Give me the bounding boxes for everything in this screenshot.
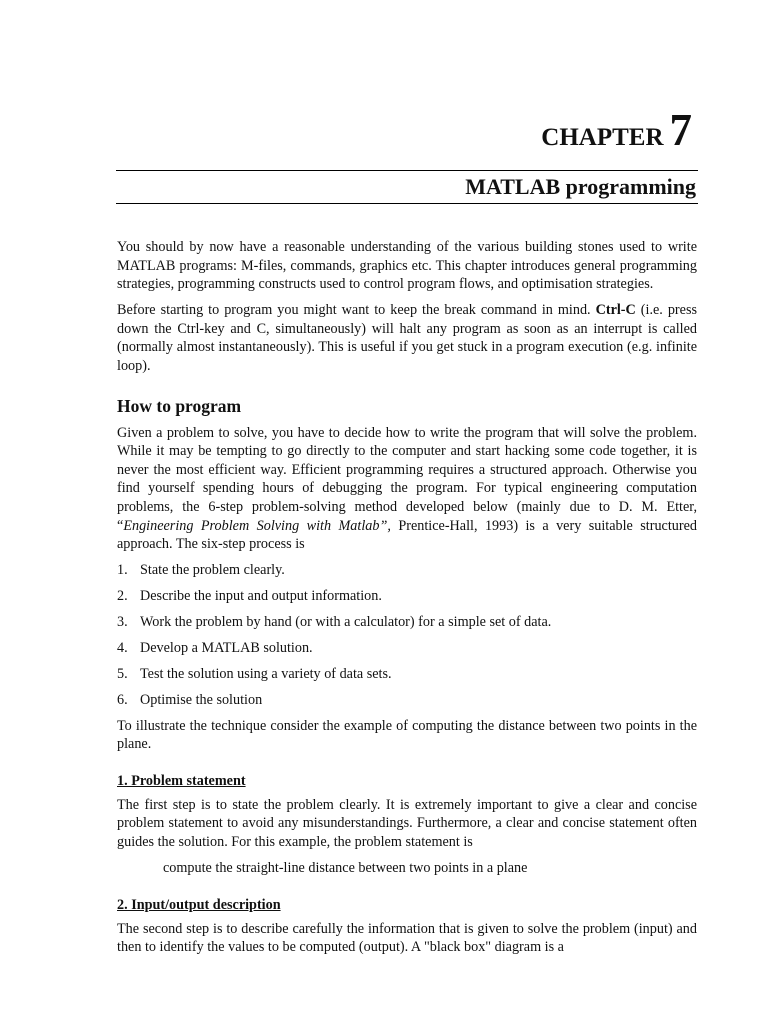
chapter-word: CHAPTER [541,124,664,151]
intro-p2-before: Before starting to program you might want to keep the break command in mind. [117,302,596,319]
list-item [117,587,697,606]
step-text: Work the problem by hand (or with a calculator) for a simple set of data. [140,614,552,631]
section-paragraph-1 [117,424,697,554]
intro-paragraph-1: You should by now have a reasonable understanding of the various building stones used to write MATLAB programs: M-files, commands, graphics etc. This chapter introduces general programming strategies, programming constructs used to control program flows, and optimisation strategies. [117,239,697,293]
list-item [117,561,697,580]
title-rule-bottom [116,203,698,204]
step-text: Develop a MATLAB solution. [140,639,313,656]
step-text: Test the solution using a variety of data sets. [140,665,392,682]
step-text: Describe the input and output information. [140,588,382,605]
title-rule-top [116,170,698,171]
subsection-heading-io-description: 2. Input/output description [117,896,281,913]
steps-list [117,561,697,709]
subsection-heading-problem-statement: 1. Problem statement [117,772,246,789]
step-number: 6. [117,691,128,708]
section-paragraph-2: To illustrate the technique consider the example of computing the distance between two points in the plane. [117,717,697,753]
subsection-2-paragraph: The second step is to describe carefully the information that is given to solve the problem (input) and then to identify the values to be computed (output). A "black box" diagram is a [117,920,697,956]
intro-paragraph-2 [117,301,697,375]
step-number: 2. [117,588,128,605]
chapter-heading [0,105,692,155]
section-p1-before: Given a problem to solve, you have to decide how to write the program that will solve the problem. While it may be tempting to go directly to the computer and start hacking some code together, it is never the most efficient way. Efficient programming requires a structured approach. Otherwise you find yourself spending hours of debugging the program. For typical engineering computation problems, the 6-step problem-solving method developed below (mainly due to D. M. Etter, “ [117,424,697,534]
chapter-number: 7 [669,105,692,155]
section-heading: How to program [117,395,242,416]
book-title-italic: Engineering Problem Solving with Matlab”, [123,517,391,534]
section-p1-after: Prentice-Hall, 1993) is a very suitable structured approach. The six-step process is [117,517,697,553]
step-number: 1. [117,562,128,579]
step-number: 3. [117,614,128,631]
chapter-title: MATLAB programming [465,174,696,199]
problem-statement-indented: compute the straight-line distance between two points in a plane [163,860,528,877]
subsection-1-paragraph: The first step is to state the problem clearly. It is extremely important to give a clear and concise problem statement to avoid any misunderstandings. Furthermore, a clear and concise statement often guides the solution. For this example, the problem statement is [117,796,697,851]
step-number: 5. [117,665,128,682]
intro-p2-after: (i.e. press down the Ctrl-key and C, simultaneously) will halt any program as soon as an interrupt is called (normally almost instantaneously). This is useful if you get stuck in a program execution (e.g. infinite loop). [117,302,697,375]
step-number: 4. [117,639,128,656]
list-item [117,613,697,632]
step-text: State the problem clearly. [140,562,285,579]
step-text: Optimise the solution [140,691,263,708]
list-item [117,639,697,658]
list-item [117,665,697,684]
body-text [117,238,697,964]
list-item [117,691,697,710]
ctrl-c-bold: Ctrl-C [595,302,636,319]
